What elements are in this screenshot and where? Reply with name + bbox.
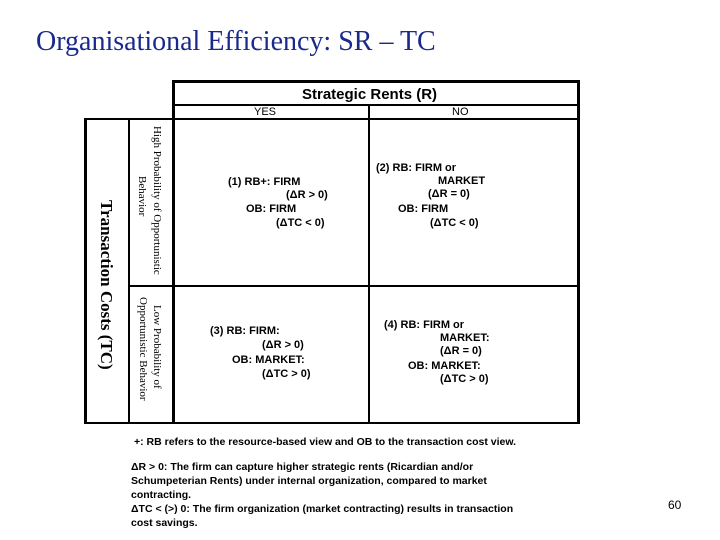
cell-4-line2: MARKET: <box>440 332 490 344</box>
cell-2-line2: MARKET <box>438 175 486 187</box>
cell-3-line1: (3) RB: FIRM: <box>210 325 280 337</box>
cell-1-line2: (ΔR > 0) <box>286 189 328 201</box>
cell-2-line3: (ΔR = 0) <box>428 188 470 200</box>
grid-middle-divider <box>128 285 580 287</box>
cell-4-line5: (ΔTC > 0) <box>440 373 489 385</box>
footnote-2-line1: ΔR > 0: The firm can capture higher strategic rents (Ricardian and/or <box>131 461 474 473</box>
footnote-3-line2: cost savings. <box>131 517 198 529</box>
cell-4-line1: (4) RB: FIRM or <box>384 319 465 331</box>
cell-4-line4: OB: MARKET: <box>408 360 481 372</box>
footnote-2-line2: Schumpeterian Rents) under internal organization, compared to market <box>131 475 487 487</box>
grid-row-label-divider <box>128 118 130 424</box>
grid-top-border <box>174 80 580 83</box>
cell-3-line3: OB: MARKET: <box>232 354 305 366</box>
cell-2-line1: (2) RB: FIRM or <box>376 162 457 174</box>
column-header: Strategic Rents (R) <box>302 86 438 103</box>
footnote-3-line1: ΔTC < (>) 0: The firm organization (market contracting) results in transaction <box>131 503 514 515</box>
footnote-2-line3: contracting. <box>131 489 192 501</box>
footnote-1: +: RB refers to the resource-based view and OB to the transaction cost view. <box>134 436 517 448</box>
cell-4-line3: (ΔR = 0) <box>440 345 482 357</box>
slide-title: Organisational Efficiency: SR – TC <box>36 26 436 57</box>
row-header: Transaction Costs (TC) <box>97 200 116 370</box>
cell-1-line3: OB: FIRM <box>246 203 297 215</box>
column-yes-label: YES <box>254 106 277 118</box>
cell-3-line4: (ΔTC > 0) <box>262 368 311 380</box>
column-no-label: NO <box>452 106 469 118</box>
cell-1-line4: (ΔTC < 0) <box>276 217 325 229</box>
row-high-label-line1: High Probability of Opportunistic <box>151 126 163 275</box>
row-low-label-line2: Opportunistic Behavior <box>137 297 149 401</box>
row-low-label-line1: Low Probability of <box>151 305 163 389</box>
cell-2-line4: OB: FIRM <box>398 203 449 215</box>
grid-left-border <box>84 118 87 424</box>
grid-subheader-divider <box>84 118 580 120</box>
grid-bottom-border <box>84 422 580 424</box>
cell-3-line2: (ΔR > 0) <box>262 339 304 351</box>
page-number: 60 <box>668 498 682 512</box>
cell-1-line1: (1) RB+: FIRM <box>228 176 301 188</box>
grid-row-sublabel-divider <box>172 80 175 424</box>
cell-2-line5: (ΔTC < 0) <box>430 217 479 229</box>
grid-header-divider <box>174 104 580 106</box>
row-high-label-line2: Behavior <box>136 176 148 217</box>
grid-column-divider <box>368 104 370 424</box>
grid-right-border <box>577 80 580 424</box>
